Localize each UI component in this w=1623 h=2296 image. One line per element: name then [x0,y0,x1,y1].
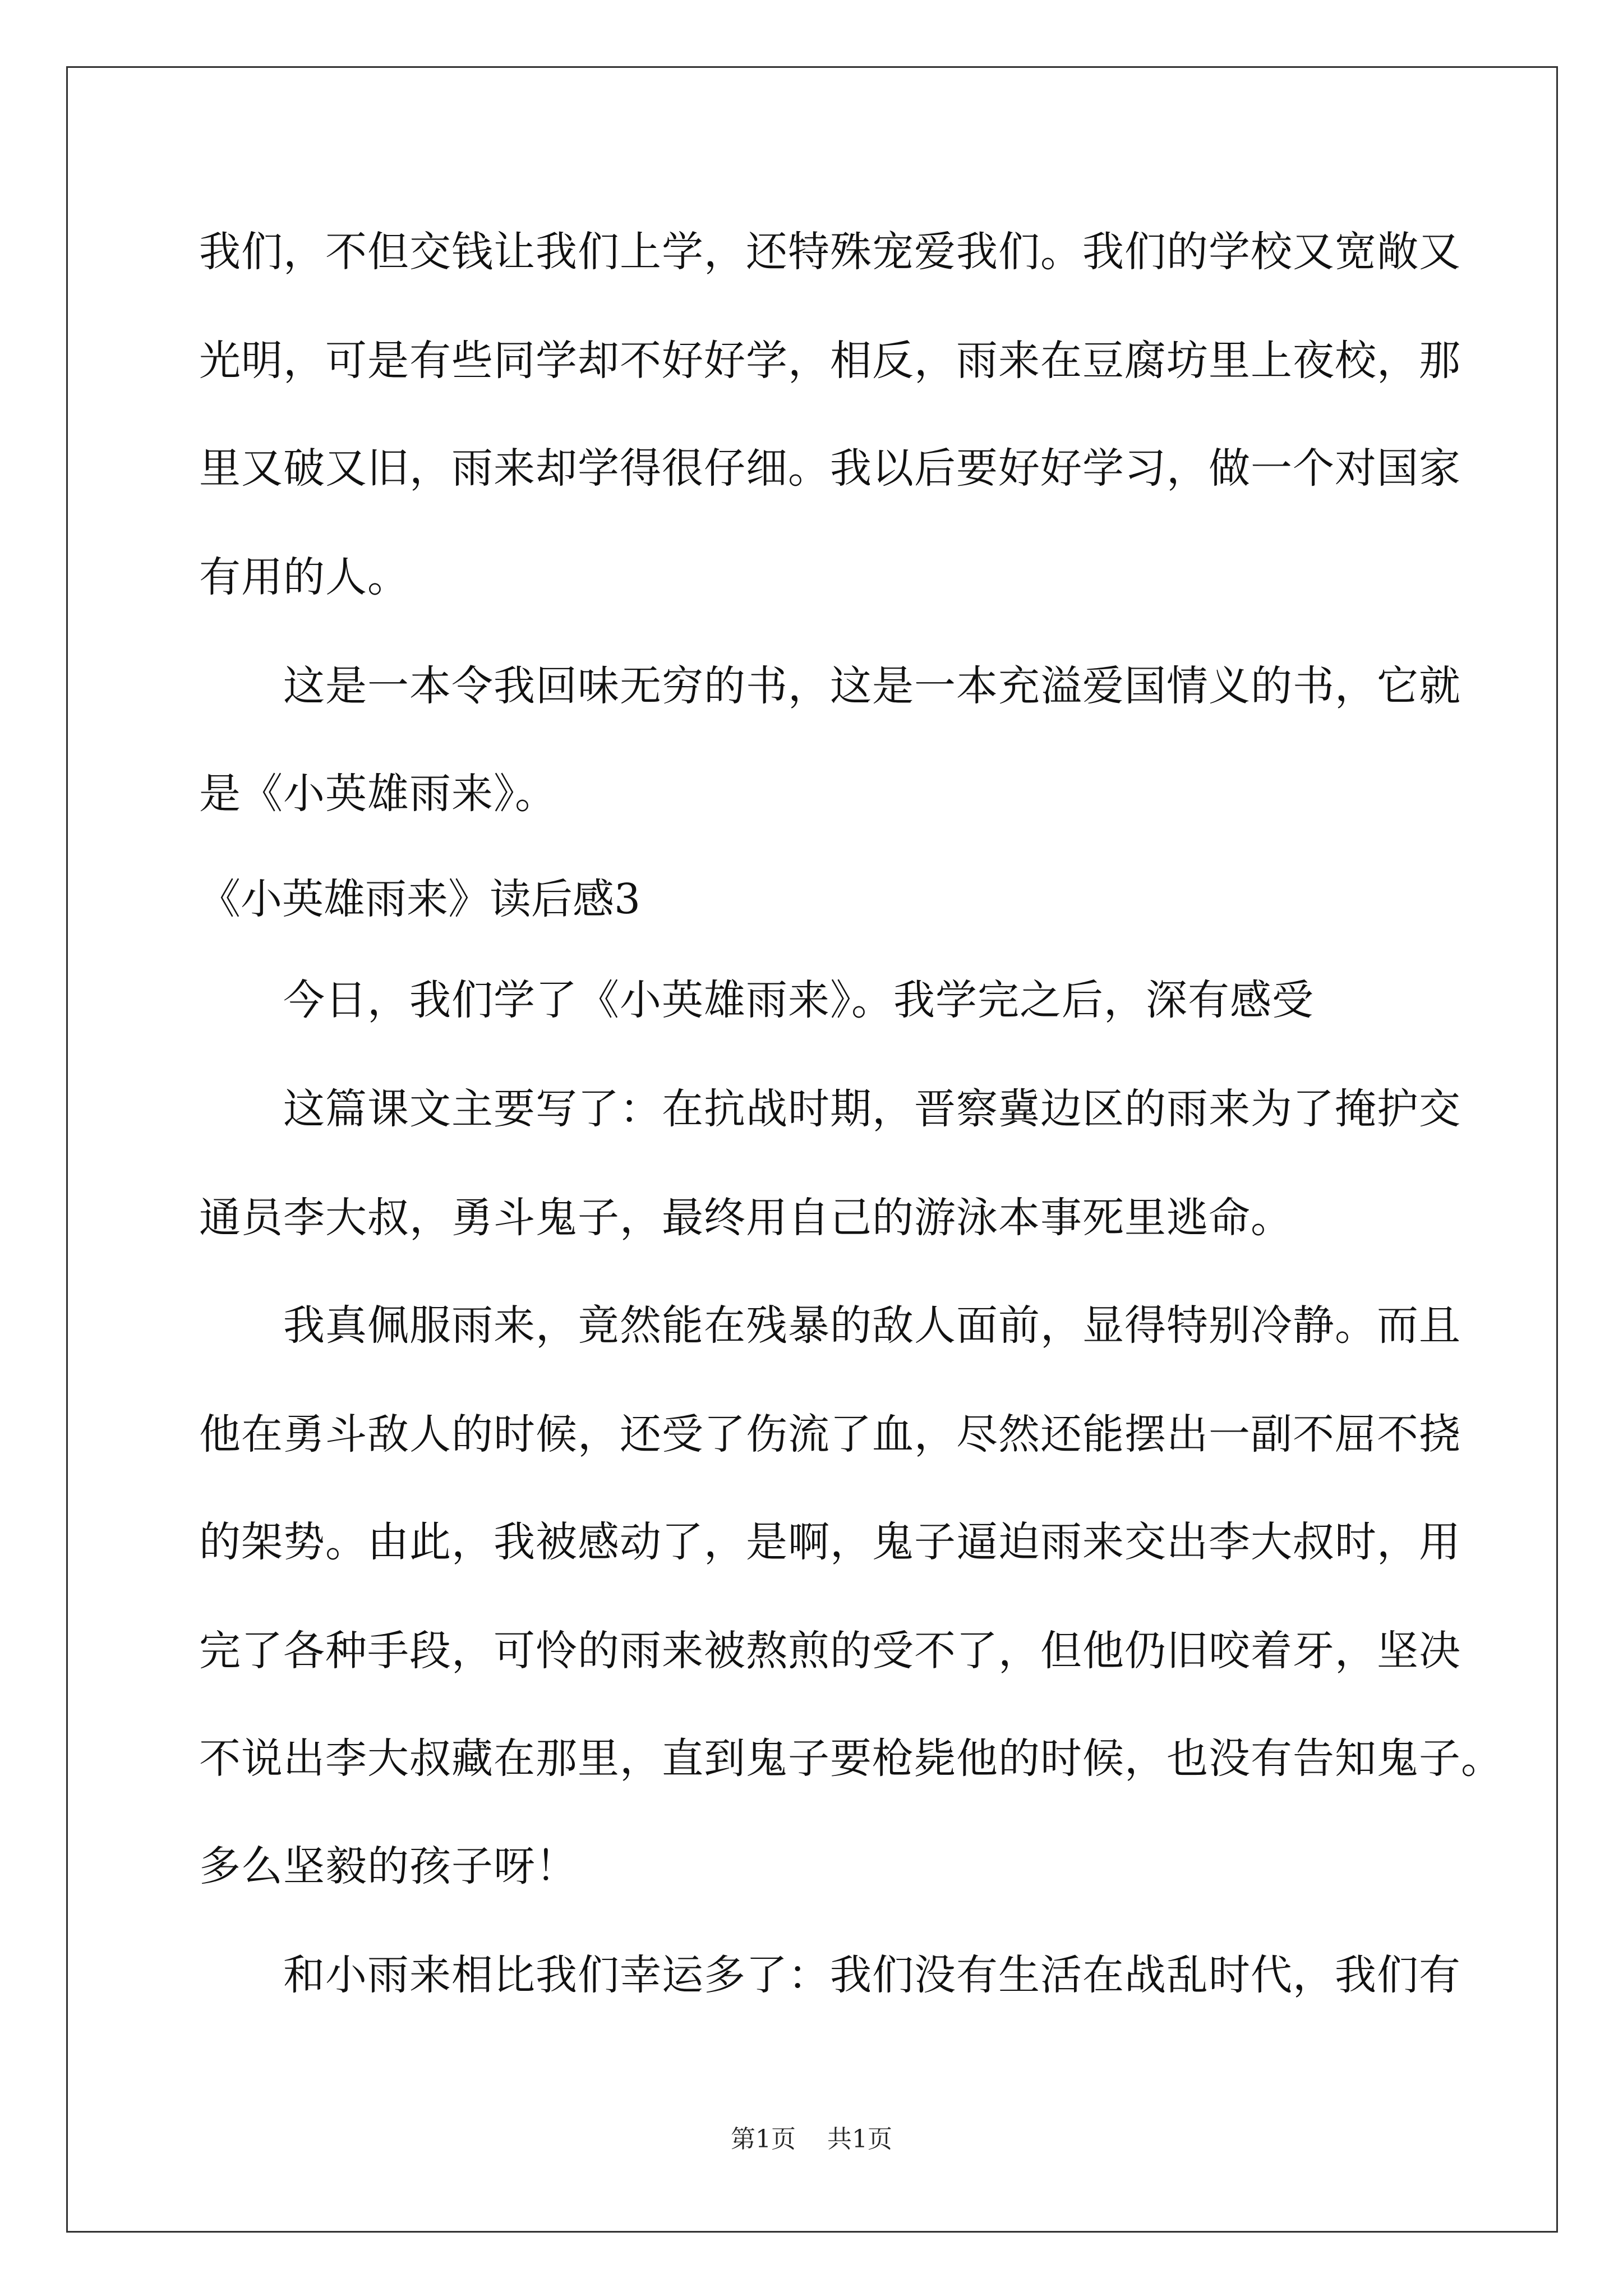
body-line-13: 的架势。由此，我被感动了，是啊，鬼子逼迫雨来交出李大叔时，用 [199,1518,1461,1566]
paragraph-start-line-5: 这是一本令我回味无穷的书，这是一本充溢爱国情义的书，它就 [283,662,1461,710]
body-line-2: 光明，可是有些同学却不好好学，相反，雨来在豆腐坊里上夜校，那 [199,337,1461,385]
page-number: 第1页 [731,2125,796,2154]
paragraph-start-line-17: 和小雨来相比我们幸运多了：我们没有生活在战乱时代，我们有 [283,1951,1461,1999]
paragraph-start-line-8: 今日，我们学了《小英雄雨来》。我学完之后，深有感受 [283,976,1314,1024]
section-heading: 《小英雄雨来》读后感3 [199,875,641,923]
body-line-15: 不说出李大叔藏在那里，直到鬼子要枪毙他的时候，也没有告知鬼子。 [199,1734,1503,1783]
body-line-14: 完了各种手段，可怜的雨来被熬煎的受不了，但他仍旧咬着牙，坚决 [199,1627,1461,1675]
page-total: 共1页 [827,2125,892,2154]
body-line-16: 多么坚毅的孩子呀！ [199,1842,578,1890]
page-border [66,66,1558,2233]
body-line-1: 我们，不但交钱让我们上学，还特殊宠爱我们。我们的学校又宽敞又 [199,228,1461,276]
body-line-3: 里又破又旧，雨来却学得很仔细。我以后要好好学习，做一个对国家 [199,444,1461,493]
body-line-12: 他在勇斗敌人的时候，还受了伤流了血，尽然还能摆出一副不屈不挠 [199,1410,1461,1458]
paragraph-start-line-9: 这篇课文主要写了：在抗战时期，晋察冀边区的雨来为了掩护交 [283,1085,1461,1133]
page-footer [0,2127,1623,2152]
paragraph-start-line-11: 我真佩服雨来，竟然能在残暴的敌人面前，显得特别冷静。而且 [283,1301,1461,1350]
body-line-10: 通员李大叔，勇斗鬼子，最终用自己的游泳本事死里逃命。 [199,1194,1293,1242]
body-line-6: 是《小英雄雨来》。 [199,770,557,818]
body-line-4: 有用的人。 [199,553,409,601]
